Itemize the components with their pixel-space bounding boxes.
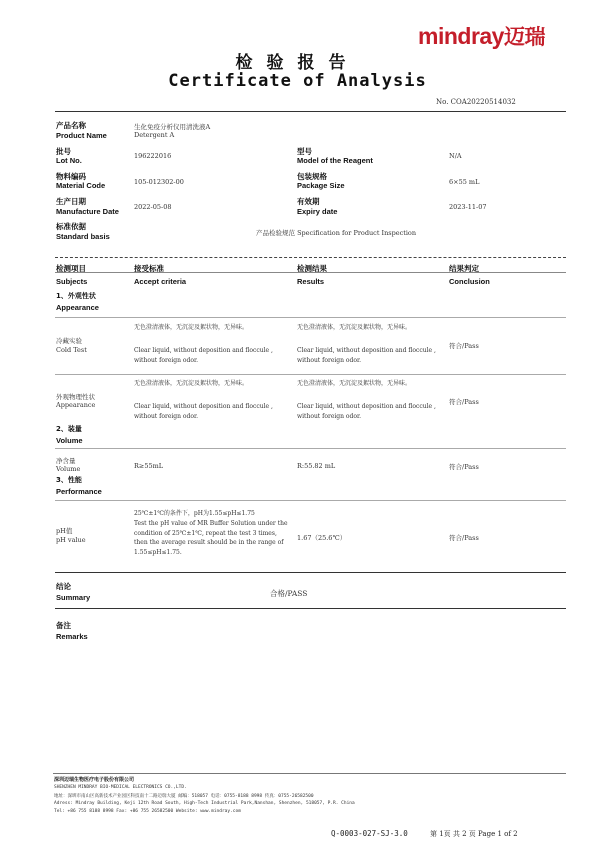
- criteria-appearance-cn: 无色澄清液体，无沉淀及絮状物，无异味。: [134, 380, 249, 387]
- conclusion-cold-test: 符合/Pass: [449, 342, 479, 350]
- expiry-label-en: Expiry date: [297, 207, 338, 216]
- section-appearance-en: Appearance: [56, 303, 99, 312]
- row-divider: [55, 374, 566, 375]
- row-divider: [55, 317, 566, 318]
- summary-value: 合格/PASS: [270, 589, 308, 598]
- top-divider: [55, 111, 566, 112]
- lot-label-cn: 批号: [56, 147, 71, 156]
- package-label-cn: 包装规格: [297, 172, 327, 181]
- material-value: 105-012302-00: [134, 178, 184, 186]
- logo-text: mindray: [418, 23, 504, 49]
- remarks-label-cn: 备注: [56, 621, 71, 630]
- standard-value: 产品检验规范 Specification for Product Inspection: [256, 229, 417, 237]
- result-volume: R:55.82 mL: [297, 462, 336, 470]
- footer-address-en: Adress: Mindray Building, Keji 12th Road South, High-Tech Industrial Park,Nanshan, Shenzhen, 518057, P.R. China: [54, 801, 355, 806]
- summary-divider: [55, 608, 566, 609]
- header-subjects-cn: 检测项目: [56, 264, 86, 273]
- footer-company-cn: 深圳迈瑞生物医疗电子股份有限公司: [54, 777, 135, 783]
- model-label-en: Model of the Reagent: [297, 156, 373, 165]
- remarks-label-en: Remarks: [56, 632, 88, 641]
- header-divider: [55, 272, 566, 273]
- title-chinese: 检验报告: [235, 53, 360, 73]
- section-volume-cn: 2、装量: [56, 425, 82, 433]
- criteria-appearance-en: Clear liquid, without deposition and floccule , without foreign odor.: [134, 403, 273, 420]
- criteria-volume: R≥55mL: [134, 462, 164, 470]
- result-cold-test-en: Clear liquid, without deposition and floccule , without foreign odor.: [297, 347, 436, 364]
- criteria-ph-cn: 25℃±1℃的条件下，pH为1.55≤pH≤1.75: [134, 510, 255, 517]
- mindray-logo: [418, 21, 545, 51]
- header-conclusion-en: Conclusion: [449, 277, 490, 286]
- package-label-en: Package Size: [297, 181, 345, 190]
- subject-volume-en: Volume: [56, 465, 81, 473]
- footer-company-en: SHENZHEN MINDRAY BIO-MEDICAL ELECTRONICS CO.,LTD.: [54, 785, 187, 790]
- summary-label-en: Summary: [56, 593, 91, 602]
- subject-cold-test-cn: 冷藏实验: [56, 337, 82, 345]
- subject-volume-cn: 净含量: [56, 457, 76, 465]
- conclusion-ph: 符合/Pass: [449, 534, 479, 542]
- section-volume-en: Volume: [56, 436, 83, 445]
- section-performance-en: Performance: [56, 487, 102, 496]
- product-name-value-cn: 生化免疫分析仪用清洗液A: [134, 123, 211, 131]
- section-appearance-cn: 1、外观性状: [56, 292, 96, 300]
- lot-value: 196222016: [134, 152, 172, 160]
- row-divider: [55, 500, 566, 501]
- subject-ph-en: pH value: [56, 536, 86, 544]
- standard-label-en: Standard basis: [56, 232, 110, 241]
- product-name-value-en: Detergent A: [134, 131, 175, 139]
- expiry-label-cn: 有效期: [297, 197, 320, 206]
- logo-cn-text: 迈瑞: [503, 26, 545, 49]
- subject-cold-test-en: Cold Test: [56, 346, 87, 354]
- conclusion-volume: 符合/Pass: [449, 463, 479, 471]
- lot-label-en: Lot No.: [56, 156, 82, 165]
- header-results-cn: 检测结果: [297, 264, 327, 273]
- subject-appearance-en: Appearance: [56, 401, 96, 409]
- material-label-en: Material Code: [56, 181, 106, 190]
- product-name-label-en: Product Name: [56, 131, 107, 140]
- mfg-date-value: 2022-05-08: [134, 203, 172, 211]
- result-appearance-en: Clear liquid, without deposition and floccule , without foreign odor.: [297, 403, 436, 420]
- table-bottom-divider: [55, 572, 566, 573]
- footer-address-cn: 地址：深圳市南山区高新技术产业园区科技南十二路迈瑞大厦 邮编：518057 电话：0755-8188 8998 传真：0755-26582500: [54, 794, 314, 799]
- header-subjects-en: Subjects: [56, 277, 88, 286]
- section-performance-cn: 3、性能: [56, 476, 82, 484]
- page-number: 第 1页 共 2 页 Page 1 of 2: [430, 830, 518, 838]
- result-appearance-cn: 无色澄清液体，无沉淀及絮状物，无异味。: [297, 380, 412, 387]
- result-cold-test-cn: 无色澄清液体，无沉淀及絮状物，无异味。: [297, 324, 412, 331]
- model-label-cn: 型号: [297, 147, 312, 156]
- model-value: N/A: [449, 152, 462, 160]
- certificate-number: No. COA20220514032: [436, 98, 516, 106]
- subject-ph-cn: pH值: [56, 527, 73, 535]
- package-value: 6×55 mL: [449, 178, 480, 186]
- subject-appearance-cn: 外观物理性状: [56, 393, 95, 401]
- header-criteria-cn: 接受标准: [134, 264, 164, 273]
- row-divider: [55, 448, 566, 449]
- footer-divider: [53, 773, 566, 774]
- criteria-ph-en: Test the pH value of MR Buffer Solution under the condition of 25℃±1℃, repeat the test 3 times, then the average result should be in the range of 1.55≤pH≤1.75.: [134, 520, 288, 556]
- standard-label-cn: 标准依据: [56, 222, 86, 231]
- material-label-cn: 物料编码: [56, 172, 86, 181]
- criteria-cold-test-en: Clear liquid, without deposition and floccule , without foreign odor.: [134, 347, 273, 364]
- expiry-value: 2023-11-07: [449, 203, 487, 211]
- criteria-cold-test-cn: 无色澄清液体，无沉淀及絮状物，无异味。: [134, 324, 249, 331]
- document-code: Q-0003-027-SJ-3.0: [331, 829, 408, 838]
- result-ph: 1.67（25.6℃）: [297, 534, 347, 542]
- header-results-en: Results: [297, 277, 325, 286]
- header-conclusion-cn: 结果判定: [449, 264, 479, 273]
- mfg-date-label-cn: 生产日期: [56, 197, 86, 206]
- header-criteria-en: Accept criteria: [134, 277, 187, 286]
- footer-contact: Tel: +86 755 8188 8998 Fax: +86 755 26582500 Website: www.mindray.com: [54, 809, 241, 814]
- info-table-divider: [55, 257, 566, 258]
- title-english: Certificate of Analysis: [168, 71, 427, 91]
- mfg-date-label-en: Manufacture Date: [56, 207, 119, 216]
- conclusion-appearance: 符合/Pass: [449, 398, 479, 406]
- summary-label-cn: 结论: [56, 582, 71, 591]
- product-name-label-cn: 产品名称: [56, 121, 86, 130]
